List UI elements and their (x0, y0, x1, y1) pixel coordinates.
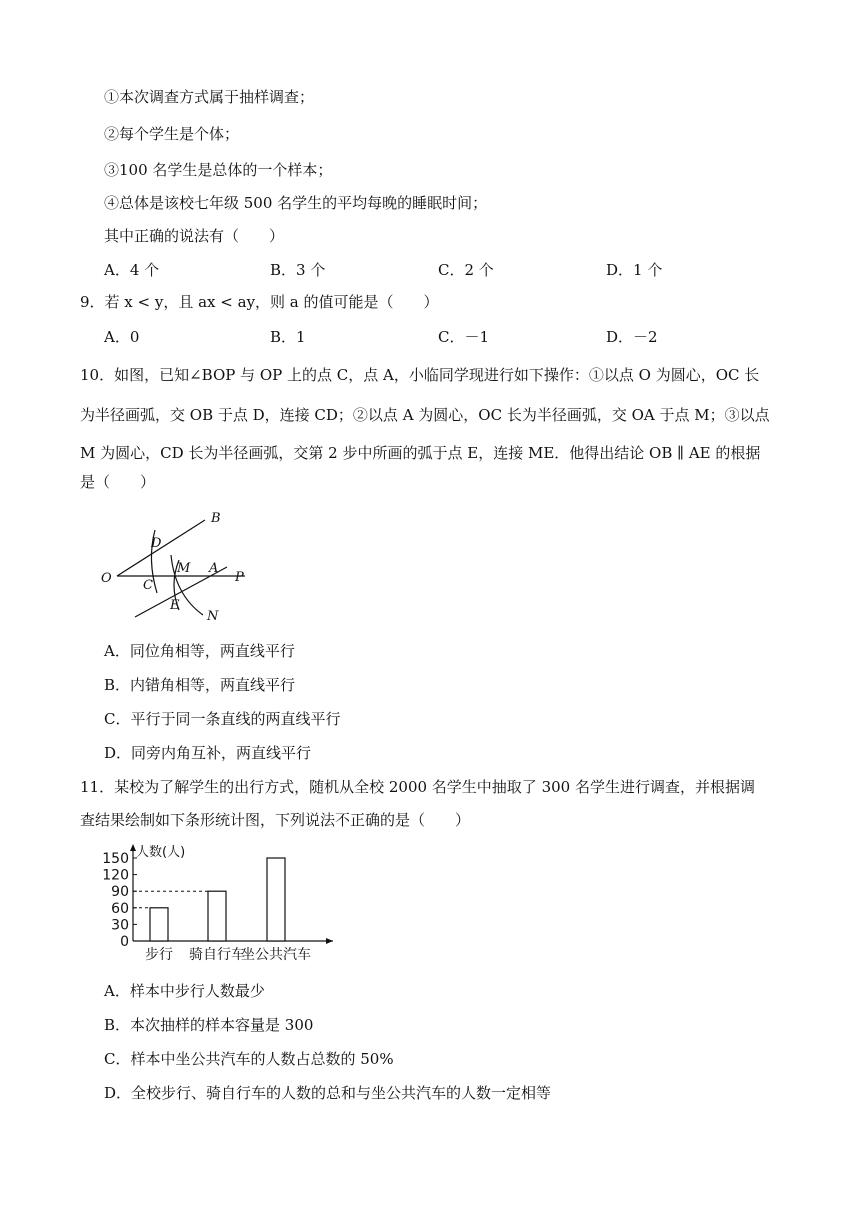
q10-option-d[interactable]: D．同旁内角互补，两直线平行 (104, 744, 312, 762)
y-axis-label: 人数(人) (136, 845, 186, 860)
q8-prompt: 其中正确的说法有（ ） (104, 227, 285, 245)
y-tick-label: 120 (102, 867, 129, 884)
y-tick-label: 0 (120, 934, 129, 950)
x-axis-arrow (326, 938, 333, 944)
q10-option-c[interactable]: C．平行于同一条直线的两直线平行 (104, 710, 341, 728)
q8-option-d[interactable]: D．1 个 (606, 261, 663, 279)
y-tick-label: 150 (102, 851, 129, 867)
q10-stem-line-4: 是（ ） (80, 473, 156, 491)
label-o: O (101, 571, 112, 586)
label-b: B (211, 511, 221, 526)
q10-geometry-figure (95, 505, 265, 625)
x-tick-label: 步行 (145, 947, 173, 963)
label-p: P (235, 570, 244, 585)
q11-stem-line-1: 11．某校为了解学生的出行方式，随机从全校 2000 名学生中抽取了 300 名学生进行调查，并根据调 (80, 778, 755, 796)
q8-item-2: ②每个学生是个体； (104, 125, 240, 143)
label-n: N (207, 609, 219, 624)
q11-option-d[interactable]: D．全校步行、骑自行车的人数的总和与坐公共汽车的人数一定相等 (104, 1084, 552, 1102)
x-tick-label: 坐公共汽车 (241, 947, 311, 963)
q8-option-a[interactable]: A．4 个 (104, 261, 160, 279)
q8-item-1: ①本次调查方式属于抽样调查； (104, 88, 315, 106)
label-c: C (143, 578, 153, 593)
label-m: M (177, 561, 191, 576)
y-tick-label: 30 (111, 917, 129, 934)
q10-stem-line-1: 10．如图，已知∠BOP 与 OP 上的点 C，点 A，小临同学现进行如下操作：①以点 O 为圆心，OC 长 (80, 366, 760, 384)
label-a: A (209, 561, 219, 576)
bar (150, 908, 168, 941)
q8-item-3: ③100 名学生是总体的一个样本； (104, 161, 333, 179)
bar (267, 858, 285, 941)
q11-bar-chart (95, 840, 345, 970)
q10-option-b[interactable]: B．内错角相等，两直线平行 (104, 676, 296, 694)
q11-option-a[interactable]: A．样本中步行人数最少 (104, 982, 265, 1000)
q9-option-a[interactable]: A．0 (104, 328, 140, 346)
q11-option-b[interactable]: B．本次抽样的样本容量是 300 (104, 1016, 314, 1034)
q9-option-b[interactable]: B．1 (270, 328, 306, 346)
q11-stem-line-2: 查结果绘制如下条形统计图，下列说法不正确的是（ ） (80, 811, 471, 829)
q10-stem-line-2: 为半径画弧，交 OB 于点 D，连接 CD；②以点 A 为圆心，OC 长为半径画弧，交 OA 于点 M；③以点 (80, 406, 770, 424)
q9-stem: 9．若 x < y，且 ax < ay，则 a 的值可能是（ ） (80, 293, 439, 311)
q10-option-a[interactable]: A．同位角相等，两直线平行 (104, 642, 295, 660)
y-tick-label: 90 (111, 884, 129, 901)
q8-option-c[interactable]: C．2 个 (438, 261, 494, 279)
q9-option-c[interactable]: C．－1 (438, 328, 490, 346)
label-e: E (170, 598, 180, 613)
q10-stem-line-3: M 为圆心，CD 长为半径画弧，交第 2 步中所画的弧于点 E，连接 ME．他得出结论 OB ∥ AE 的根据 (80, 444, 761, 462)
q8-option-b[interactable]: B．3 个 (270, 261, 326, 279)
x-tick-label: 骑自行车 (189, 947, 245, 963)
bar (208, 891, 226, 941)
y-tick-label: 60 (111, 900, 129, 917)
q9-option-d[interactable]: D．－2 (606, 328, 658, 346)
q8-item-4: ④总体是该校七年级 500 名学生的平均每晚的睡眠时间； (104, 194, 488, 212)
label-d: D (151, 536, 162, 551)
q11-option-c[interactable]: C．样本中坐公共汽车的人数占总数的 50% (104, 1050, 394, 1068)
